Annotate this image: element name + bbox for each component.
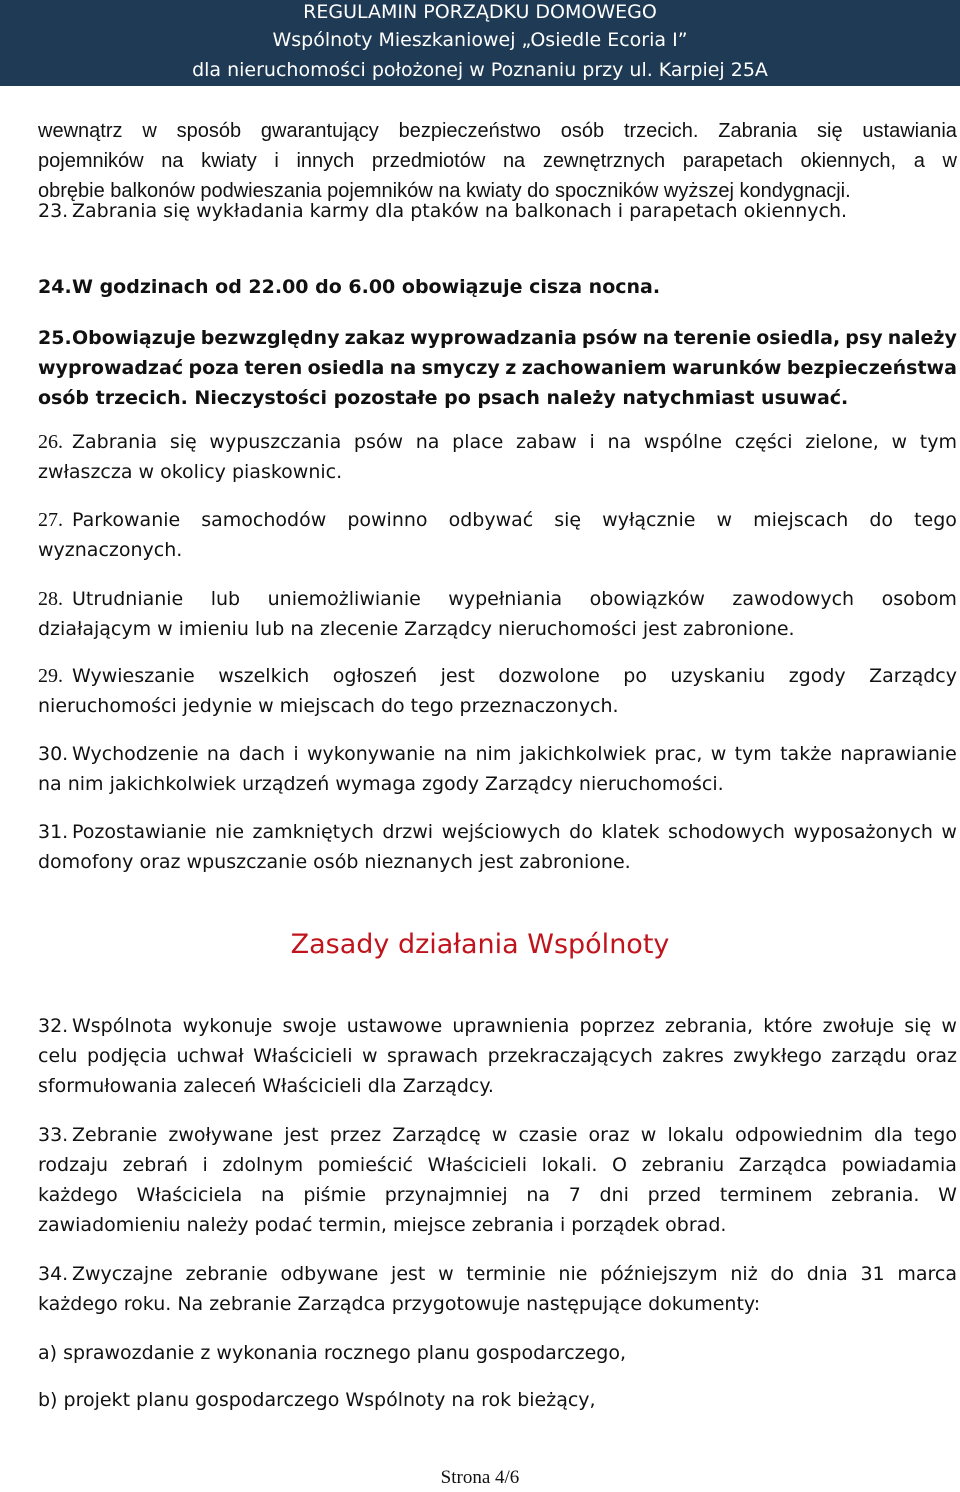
word: części bbox=[734, 431, 793, 453]
intro-line bbox=[38, 116, 957, 146]
word: piśmie bbox=[303, 1184, 367, 1206]
page-header bbox=[0, 0, 960, 86]
word: w bbox=[710, 743, 727, 765]
word: O bbox=[612, 1154, 627, 1176]
word: miejscach bbox=[753, 509, 849, 531]
word: warunków bbox=[671, 357, 782, 379]
word: gwarantujący bbox=[260, 120, 379, 142]
word: Pozostawianie bbox=[72, 821, 207, 843]
word: zwoływane bbox=[168, 1124, 274, 1146]
rule-line: działającym w imieniu lub na zlecenie Zarządcy nieruchomości jest zabronione. bbox=[38, 618, 795, 640]
rule-number: 26. bbox=[38, 431, 63, 453]
word: smyczy bbox=[421, 357, 500, 379]
word: Wychodzenie bbox=[72, 743, 199, 765]
rule-line bbox=[72, 505, 957, 535]
word: dnia bbox=[806, 1263, 848, 1285]
word: poprzez bbox=[579, 1015, 655, 1037]
word: Zarządcy bbox=[869, 665, 957, 687]
word: bezpieczeństwo bbox=[398, 120, 541, 142]
word: wypełniania bbox=[448, 588, 563, 610]
word: osobom bbox=[881, 588, 957, 610]
word: osiedla, bbox=[756, 327, 841, 349]
word: zwykłego bbox=[733, 1045, 822, 1067]
word: na bbox=[260, 1184, 285, 1206]
word: ustawiania bbox=[862, 120, 957, 142]
word: przed bbox=[647, 1184, 702, 1206]
word: terminie bbox=[466, 1263, 546, 1285]
word: i bbox=[293, 743, 299, 765]
word: się bbox=[817, 120, 843, 142]
word: Właścicieli bbox=[253, 1045, 353, 1067]
word: zamkniętych bbox=[252, 821, 374, 843]
word: odbywać bbox=[448, 509, 534, 531]
rule-line bbox=[72, 739, 957, 769]
word: wejściowych bbox=[441, 821, 561, 843]
word: oraz bbox=[915, 1045, 957, 1067]
rule-line: zwłaszcza w okolicy piaskownic. bbox=[38, 461, 343, 483]
word: na bbox=[443, 743, 468, 765]
rule-number: 28. bbox=[38, 588, 63, 610]
word: czasie bbox=[518, 1124, 578, 1146]
word: do bbox=[569, 821, 593, 843]
word: i bbox=[589, 431, 595, 453]
word: drzwi bbox=[382, 821, 434, 843]
word: trzecich. bbox=[623, 120, 699, 142]
word: uniemożliwianie bbox=[267, 588, 421, 610]
word: osiedla bbox=[307, 357, 385, 379]
word: w bbox=[491, 1124, 508, 1146]
word: psów bbox=[581, 327, 638, 349]
rule-line bbox=[72, 427, 957, 457]
rule-number: 25. bbox=[38, 327, 72, 349]
word: zabaw bbox=[515, 431, 577, 453]
rule-line: W godzinach od 22.00 do 6.00 obowiązuje cisza nocna. bbox=[72, 276, 661, 298]
word: W bbox=[938, 1184, 957, 1206]
word: Właścicieli bbox=[427, 1154, 527, 1176]
rule-line: osób trzecich. Nieczystości pozostałe po psach należy natychmiast usuwać. bbox=[38, 387, 849, 409]
header-title: REGULAMIN PORZĄDKU DOMOWEGO bbox=[303, 1, 657, 23]
word: 31 bbox=[860, 1263, 885, 1285]
word: poza bbox=[188, 357, 240, 379]
word: celu bbox=[38, 1045, 78, 1067]
word: zgody bbox=[788, 665, 846, 687]
word: uprawnienia bbox=[452, 1015, 570, 1037]
word: na bbox=[161, 150, 184, 172]
word: podjęcia bbox=[86, 1045, 168, 1067]
rule-line bbox=[38, 1150, 957, 1180]
word: kwiaty bbox=[201, 150, 257, 172]
word: bezwzględny bbox=[200, 327, 340, 349]
word: po bbox=[623, 665, 647, 687]
word: z bbox=[505, 357, 517, 379]
rule-line: każdego roku. Na zebranie Zarządca przygotowuje następujące dokumenty: bbox=[38, 1293, 761, 1315]
word: zebranie bbox=[185, 1263, 268, 1285]
word: zwołuje bbox=[822, 1015, 895, 1037]
rule-line: na nim jakichkolwiek urządzeń wymaga zgody Zarządcy nieruchomości. bbox=[38, 773, 724, 795]
word: na bbox=[526, 1184, 550, 1206]
word: wyłącznie bbox=[602, 509, 696, 531]
word: na bbox=[607, 431, 632, 453]
word: zebrania. bbox=[831, 1184, 920, 1206]
word: na bbox=[502, 150, 526, 172]
rule-line bbox=[72, 1259, 957, 1289]
word: powinno bbox=[347, 509, 428, 531]
word: odbywane bbox=[280, 1263, 379, 1285]
word: także bbox=[780, 743, 832, 765]
rule-line: nieruchomości jedynie w miejscach do tego przeznaczonych. bbox=[38, 695, 619, 717]
word: place bbox=[452, 431, 504, 453]
word: marca bbox=[897, 1263, 957, 1285]
rule-number: 30. bbox=[38, 743, 69, 765]
word: odpowiednim bbox=[735, 1124, 863, 1146]
rule-line bbox=[72, 1120, 957, 1150]
word: dach bbox=[238, 743, 286, 765]
rule-line: wyznaczonych. bbox=[38, 539, 183, 561]
word: powiadamia bbox=[841, 1154, 957, 1176]
word: psów bbox=[353, 431, 404, 453]
word: wypuszczania bbox=[209, 431, 342, 453]
rule-line bbox=[72, 817, 957, 847]
word: 7 bbox=[568, 1184, 581, 1206]
word: klatek bbox=[601, 821, 660, 843]
rule-number: 24. bbox=[38, 276, 72, 298]
word: się bbox=[904, 1015, 932, 1037]
word: każdego bbox=[38, 1184, 118, 1206]
word: przynajmniej bbox=[384, 1184, 508, 1206]
section-heading: Zasady działania Wspólnoty bbox=[290, 929, 670, 960]
word: Zarządca bbox=[738, 1154, 828, 1176]
word: zielone, bbox=[805, 431, 879, 453]
word: jest bbox=[440, 665, 475, 687]
word: zebrań bbox=[122, 1154, 188, 1176]
word: w bbox=[941, 821, 957, 843]
rule-line bbox=[72, 1011, 957, 1041]
word: Zabrania bbox=[72, 431, 158, 453]
word: prac, bbox=[654, 743, 703, 765]
word: zawodowych bbox=[732, 588, 855, 610]
word: Wywieszanie bbox=[72, 665, 195, 687]
word: w bbox=[716, 509, 733, 531]
word: jest bbox=[391, 1263, 426, 1285]
word: zebraniu bbox=[641, 1154, 725, 1176]
word: a bbox=[913, 150, 925, 172]
word: Zarządcę bbox=[392, 1124, 481, 1146]
word: do bbox=[770, 1263, 795, 1285]
word: lub bbox=[210, 588, 241, 610]
word: oraz bbox=[588, 1124, 630, 1146]
word: ustawowe bbox=[346, 1015, 443, 1037]
word: wszelkich bbox=[218, 665, 310, 687]
rule-line bbox=[72, 323, 957, 353]
word: w bbox=[891, 431, 908, 453]
word: wyprowadzania bbox=[410, 327, 577, 349]
word: obowiązków bbox=[589, 588, 705, 610]
word: jakichkolwiek bbox=[519, 743, 647, 765]
word: w bbox=[640, 1124, 657, 1146]
word: wyprowadzać bbox=[38, 357, 184, 379]
word: innych bbox=[296, 150, 355, 172]
word: Wspólnota bbox=[72, 1015, 173, 1037]
word: samochodów bbox=[201, 509, 327, 531]
rule-line: Zabrania się wykładania karmy dla ptaków na balkonach i parapetach okiennych. bbox=[72, 200, 848, 222]
word: ogłoszeń bbox=[332, 665, 418, 687]
rule-line: zawiadomieniu należy podać termin, miejsce zebrania i porządek obrad. bbox=[38, 1214, 727, 1236]
word: Zebranie bbox=[72, 1124, 158, 1146]
word: zakres bbox=[662, 1045, 724, 1067]
word: terenie bbox=[673, 327, 752, 349]
rule-line bbox=[72, 661, 957, 691]
word: jest bbox=[284, 1124, 319, 1146]
word: zdolnym bbox=[222, 1154, 304, 1176]
word: niż bbox=[730, 1263, 758, 1285]
word: się bbox=[554, 509, 582, 531]
word: rodzaju bbox=[38, 1154, 109, 1176]
word: wykonuje bbox=[182, 1015, 273, 1037]
word: w bbox=[438, 1263, 454, 1285]
word: Parkowanie bbox=[72, 509, 181, 531]
word: które bbox=[763, 1015, 813, 1037]
page-number: Strona 4/6 bbox=[440, 1467, 520, 1488]
word: teren bbox=[244, 357, 303, 379]
word: na bbox=[415, 431, 440, 453]
word: Utrudnianie bbox=[72, 588, 184, 610]
word: należy bbox=[887, 327, 957, 349]
word: Zabrania bbox=[718, 120, 798, 142]
word: się bbox=[169, 431, 197, 453]
word: zebrania, bbox=[664, 1015, 754, 1037]
word: przez bbox=[329, 1124, 382, 1146]
word: lokali. bbox=[541, 1154, 598, 1176]
word: sposób bbox=[176, 120, 242, 142]
rule-number: 32. bbox=[38, 1015, 69, 1037]
rule-line bbox=[72, 584, 957, 614]
word: okiennych, bbox=[800, 150, 897, 172]
word: w bbox=[941, 1015, 957, 1037]
word: Zwyczajne bbox=[72, 1263, 173, 1285]
word: terminem bbox=[719, 1184, 813, 1206]
word: lokalu bbox=[667, 1124, 724, 1146]
word: i bbox=[274, 150, 279, 172]
word: naprawianie bbox=[840, 743, 957, 765]
word: w bbox=[942, 150, 957, 172]
word: wyposażonych bbox=[793, 821, 933, 843]
word: schodowych bbox=[668, 821, 785, 843]
word: nie bbox=[215, 821, 245, 843]
word: zewnętrznych bbox=[542, 150, 666, 172]
word: osób bbox=[560, 120, 605, 142]
word: uzyskaniu bbox=[670, 665, 766, 687]
rule-number: 27. bbox=[38, 509, 63, 531]
word: w bbox=[362, 1045, 378, 1067]
word: pojemników bbox=[38, 150, 144, 172]
intro-line bbox=[38, 146, 957, 176]
rule-line bbox=[38, 1041, 957, 1071]
word: tym bbox=[734, 743, 772, 765]
word: psy bbox=[845, 327, 883, 349]
word: zakaz bbox=[344, 327, 405, 349]
word: i bbox=[202, 1154, 208, 1176]
word: w bbox=[142, 120, 157, 142]
word: późniejszym bbox=[600, 1263, 718, 1285]
word: nie bbox=[558, 1263, 588, 1285]
word: do bbox=[869, 509, 894, 531]
header-community-name: Wspólnoty Mieszkaniowej „Osiedle Ecoria I” bbox=[272, 29, 688, 51]
word: dni bbox=[599, 1184, 629, 1206]
rule-number: 33. bbox=[38, 1124, 69, 1146]
rule-number: 34. bbox=[38, 1263, 69, 1285]
word: przedmiotów bbox=[371, 150, 486, 172]
intro-line: obrębie balkonów podwieszania pojemników na kwiaty do spoczników wyższej kondygnacji. bbox=[38, 180, 851, 202]
word: tego bbox=[914, 509, 957, 531]
word: uchwał bbox=[176, 1045, 244, 1067]
word: dozwolone bbox=[498, 665, 600, 687]
rule-line: sformułowania zaleceń Właścicieli dla Zarządcy. bbox=[38, 1075, 494, 1097]
word: na bbox=[389, 357, 417, 379]
word: wykonywanie bbox=[306, 743, 436, 765]
rule-line bbox=[38, 353, 957, 383]
word: nim bbox=[475, 743, 512, 765]
document-list-item: a) sprawozdanie z wykonania rocznego planu gospodarczego, bbox=[38, 1342, 627, 1364]
word: Właściciela bbox=[136, 1184, 243, 1206]
document-list-item: b) projekt planu gospodarczego Wspólnoty na rok bieżący, bbox=[38, 1389, 596, 1411]
word: tym bbox=[919, 431, 957, 453]
word: bezpieczeństwa bbox=[786, 357, 957, 379]
word: wspólne bbox=[643, 431, 723, 453]
rule-line: domofony oraz wpuszczanie osób nieznanych jest zabronione. bbox=[38, 851, 631, 873]
rule-line bbox=[38, 1180, 957, 1210]
word: wewnątrz bbox=[38, 120, 123, 142]
word: zarządu bbox=[831, 1045, 907, 1067]
word: sprawach bbox=[387, 1045, 479, 1067]
word: na bbox=[642, 327, 669, 349]
word: przekraczających bbox=[487, 1045, 653, 1067]
rule-number: 29. bbox=[38, 665, 63, 687]
header-address: dla nieruchomości położonej w Poznaniu przy ul. Karpiej 25A bbox=[192, 59, 768, 81]
rule-number: 31. bbox=[38, 821, 69, 843]
word: tego bbox=[914, 1124, 957, 1146]
word: dla bbox=[874, 1124, 904, 1146]
word: Obowiązuje bbox=[72, 327, 196, 349]
word: parapetach bbox=[682, 150, 783, 172]
rule-number: 23. bbox=[38, 200, 69, 222]
word: swoje bbox=[282, 1015, 337, 1037]
word: pomieścić bbox=[317, 1154, 413, 1176]
word: na bbox=[206, 743, 231, 765]
word: zachowaniem bbox=[521, 357, 667, 379]
